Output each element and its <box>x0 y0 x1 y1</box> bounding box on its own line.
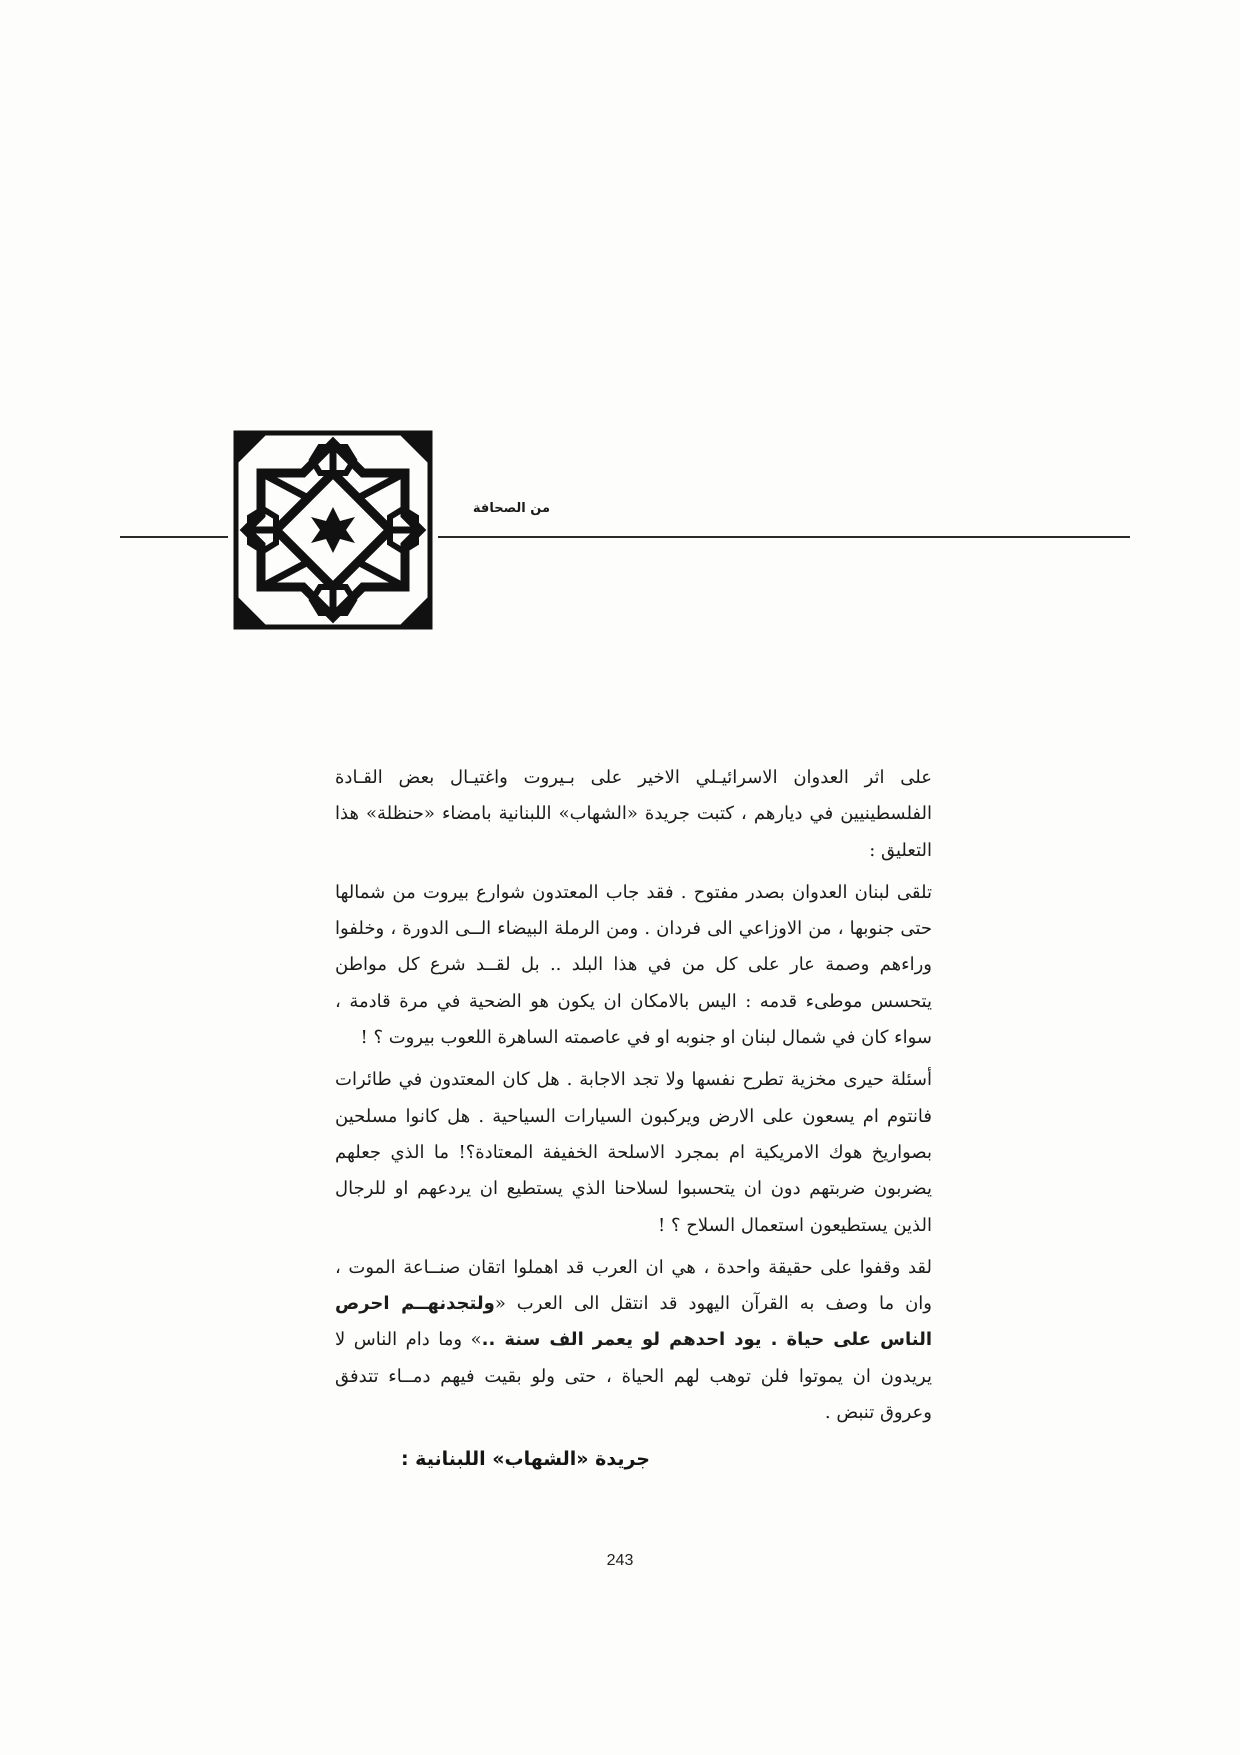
paragraph-text: » وما دام الناس لا يريدون ان يموتوا فلن توهب لهم الحياة ، حتى ولو بقيت فيهم دمــاء تتدفق وعروق تنبض . <box>335 1329 932 1424</box>
quran-quote: ولتجدنهــم احرص الناس على حياة . يود احدهم لو يعمر الف سنة .. <box>335 1293 932 1351</box>
article-paragraph <box>335 1250 932 1431</box>
section-label: من الصحافة <box>472 501 550 516</box>
paragraph-text: لقد وقفوا على حقيقة واحدة ، هي ان العرب قد اهملوا اتقان صنــاعة الموت ، وان ما وصف به القرآن اليهود قد انتقل الى العرب « <box>335 1256 933 1315</box>
islamic-star-ornament-icon <box>228 425 438 635</box>
source-signature: جريدة «الشهاب» اللبنانية : <box>400 1448 650 1470</box>
article-body <box>335 760 932 1437</box>
article-paragraph: تلقى لبنان العدوان بصدر مفتوح . فقد جاب المعتدون شوارع بيروت من شمالها حتى جنوبها ، من الاوزاعي الى فردان . ومن الرملة البيضاء الــى الدورة ، وخلفوا وراءهم وصمة عار على كل من في هذا البلد .. بل لقــد شرع كل مواطن يتحسس موطىء قدمه : اليس بالامكان ان يكون هو الضحية في مرة قادمة ، سواء كان في شمال لبنان او جنوبه او في عاصمته الساهرة اللعوب بيروت ؟ ! <box>335 881 932 1049</box>
article-paragraph: أسئلة حيرى مخزية تطرح نفسها ولا تجد الاجابة . هل كان المعتدون في طائرات فانتوم ام يسعون على الارض ويركبون السيارات السياحية . هل كانوا مسلحين بصواريخ هوك الامريكية ام بمجرد الاسلحة الخفيفة المعتادة؟! ما الذي جعلهم يضربون ضربتهم دون ان يتحسبوا لسلاحنا الذي يستطيع ان يردعهم او للرجال الذين يستطيعون استعمال السلاح ؟ ! <box>335 1069 932 1236</box>
intro-paragraph: على اثر العدوان الاسرائيـلي الاخير على بـيروت واغتيـال بعض القـادة الفلسطينيين في ديارهم ، كتبت جريدة «الشهاب» اللبنانية بامضاء «حنظلة» هذا التعليق : <box>335 767 932 861</box>
page-number: 243 <box>606 1552 634 1569</box>
